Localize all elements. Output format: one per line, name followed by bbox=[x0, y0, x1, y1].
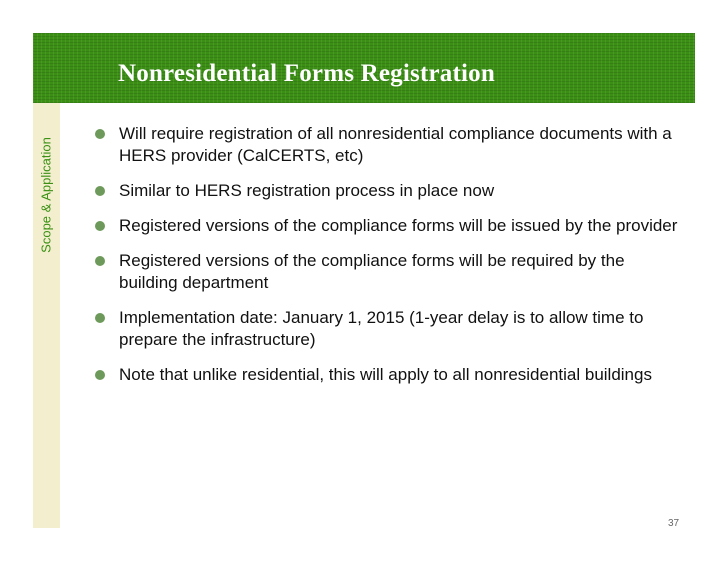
bullet-dot-icon bbox=[95, 256, 105, 266]
bullet-dot-icon bbox=[95, 129, 105, 139]
bullet-dot-icon bbox=[95, 313, 105, 323]
bullet-item bbox=[95, 123, 685, 167]
bullet-text: Similar to HERS registration process in place now bbox=[119, 181, 495, 200]
bullet-dot-icon bbox=[95, 370, 105, 380]
bullet-dot-icon bbox=[95, 221, 105, 231]
bullet-text: Registered versions of the compliance forms will be issued by the provider bbox=[119, 216, 678, 235]
section-label: Scope & Application bbox=[38, 137, 54, 253]
bullet-text: Implementation date: January 1, 2015 (1-year delay is to allow time to prepare the infrastructure) bbox=[119, 308, 644, 349]
page-number: 37 bbox=[668, 518, 680, 529]
slide-title: Nonresidential Forms Registration bbox=[118, 60, 495, 87]
bullet-item bbox=[95, 250, 685, 294]
bullet-text: Will require registration of all nonresidential compliance documents with a HERS provider (CalCERTS, etc) bbox=[119, 124, 672, 165]
bullet-item bbox=[95, 364, 685, 386]
bullet-item bbox=[95, 307, 685, 351]
bullet-list bbox=[95, 123, 685, 399]
bullet-item bbox=[95, 215, 685, 237]
bullet-item bbox=[95, 180, 685, 202]
bullet-text: Registered versions of the compliance forms will be required by the building department bbox=[119, 251, 625, 292]
bullet-text: Note that unlike residential, this will apply to all nonresidential buildings bbox=[119, 365, 652, 384]
bullet-dot-icon bbox=[95, 186, 105, 196]
